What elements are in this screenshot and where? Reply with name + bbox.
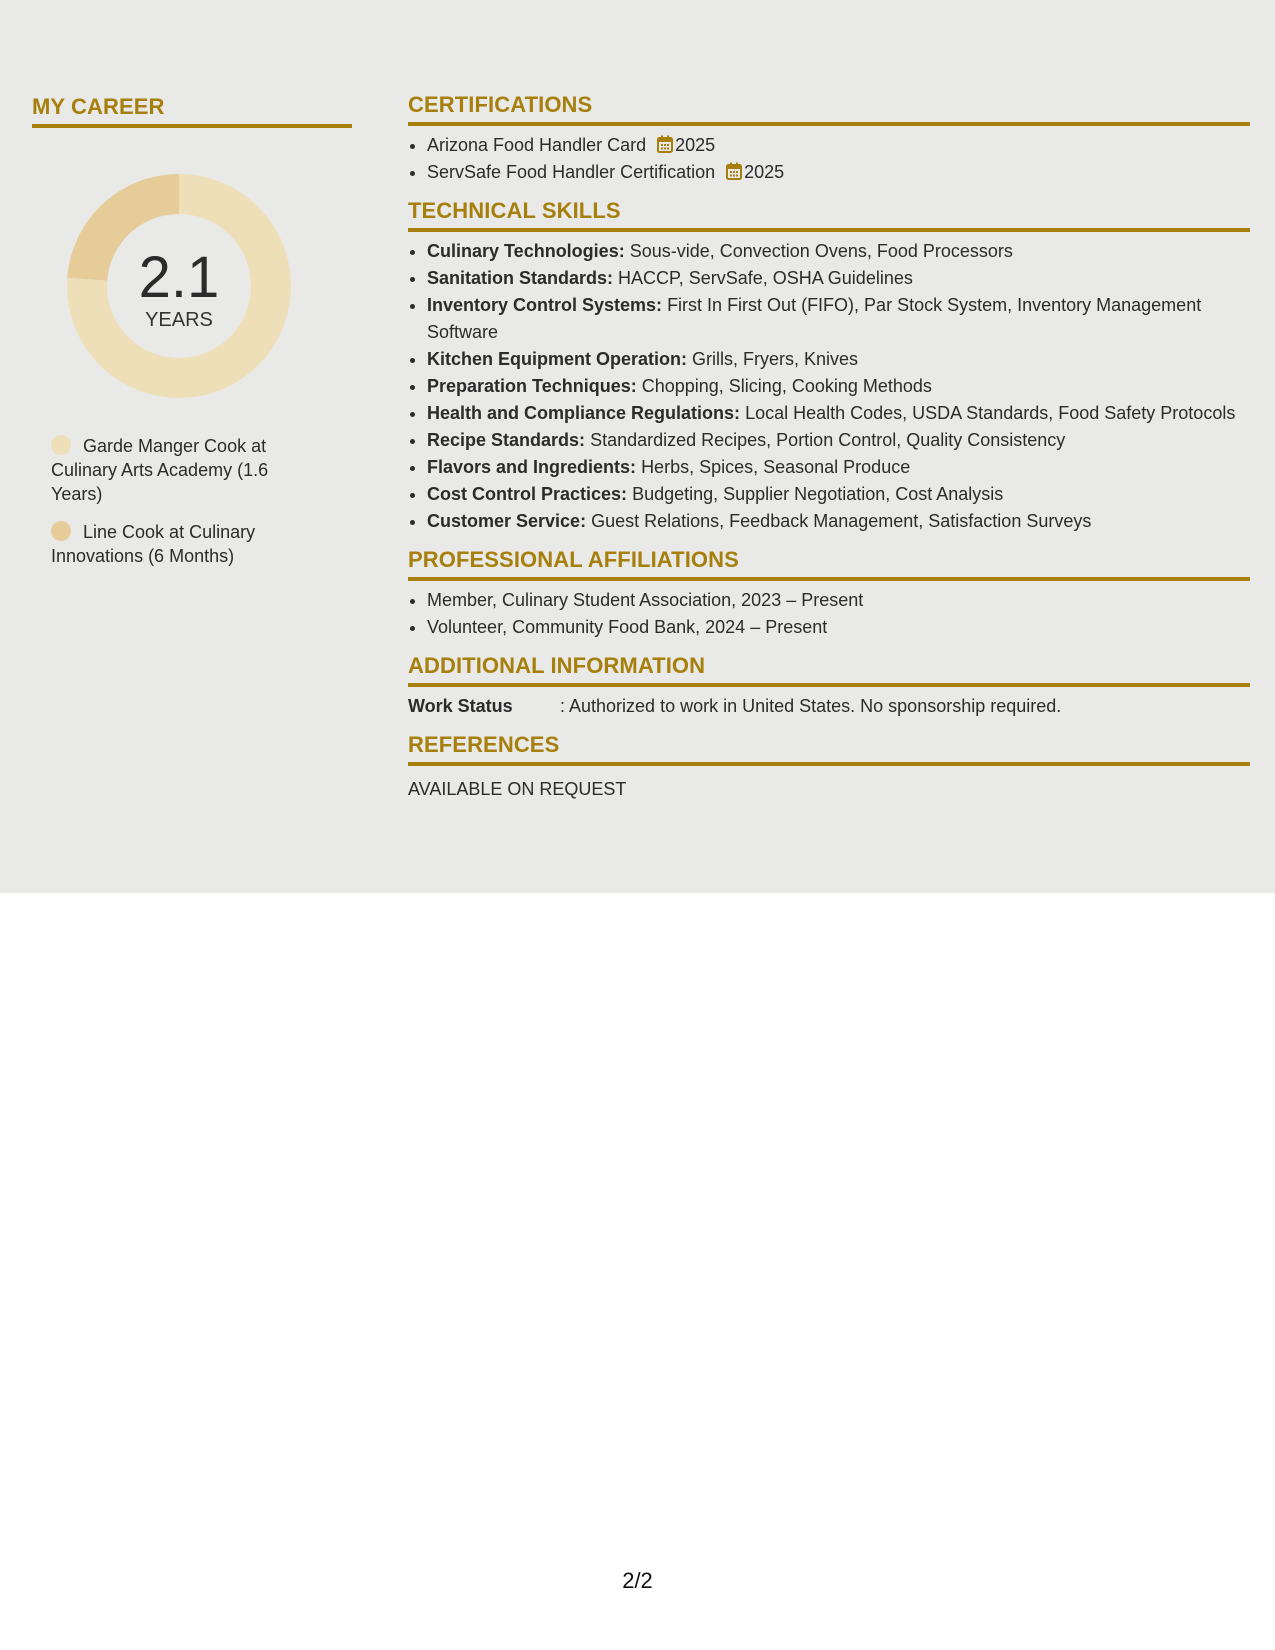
skill-category: Kitchen Equipment Operation: <box>427 349 688 369</box>
legend-item <box>51 520 296 568</box>
career-legend <box>51 434 296 568</box>
skill-values: Budgeting, Supplier Negotiation, Cost Analysis <box>632 484 1004 504</box>
skill-values: HACCP, ServSafe, OSHA Guidelines <box>618 268 913 288</box>
legend-label: Garde Manger Cook at Culinary Arts Academy (1.6 Years) <box>51 436 269 504</box>
legend-item <box>51 434 296 506</box>
list-item: • Member, Culinary Student Association, 2023 – Present <box>427 587 1250 614</box>
skill-category: Inventory Control Systems: <box>427 295 663 315</box>
list-item <box>427 454 1250 481</box>
additional-info-section <box>408 653 1250 720</box>
skill-category: Culinary Technologies: <box>427 241 625 261</box>
skill-category: Customer Service: <box>427 511 587 531</box>
certifications-section <box>408 92 1250 186</box>
legend-dot-icon <box>51 435 71 455</box>
list-item <box>427 132 1250 159</box>
work-status-value: : Authorized to work in United States. No sponsorship required. <box>560 696 1062 716</box>
list-item <box>427 238 1250 265</box>
skill-values: Chopping, Slicing, Cooking Methods <box>641 376 932 396</box>
skill-values: First In First Out (FIFO), Par Stock System, Inventory Management Software <box>427 295 1202 342</box>
work-status-label: Work Status <box>408 696 513 716</box>
list-item: • Volunteer, Community Food Bank, 2024 – Present <box>427 614 1250 641</box>
certifications-list <box>408 132 1250 186</box>
list-item <box>427 400 1250 427</box>
skill-values: Sous-vide, Convection Ovens, Food Processors <box>629 241 1013 261</box>
page-number: 2/2 <box>622 1568 653 1593</box>
main-column <box>408 92 1250 803</box>
total-years-value: 2.1 <box>138 245 220 310</box>
list-item <box>427 292 1250 346</box>
skill-values: Guest Relations, Feedback Management, Satisfaction Surveys <box>591 511 1092 531</box>
list-item <box>427 159 1250 186</box>
certification-year: 2025 <box>675 135 716 155</box>
technical-skills-list <box>408 238 1250 535</box>
list-item <box>427 481 1250 508</box>
legend-label: Line Cook at Culinary Innovations (6 Months) <box>51 522 256 566</box>
skill-category: Flavors and Ingredients: <box>427 457 637 477</box>
legend-dot-icon <box>51 521 71 541</box>
total-years-unit: YEARS <box>145 309 213 331</box>
donut-center <box>67 174 291 398</box>
certification-name: ServSafe Food Handler Certification <box>427 162 716 182</box>
references-text: AVAILABLE ON REQUEST <box>408 779 627 799</box>
skill-category: Cost Control Practices: <box>427 484 628 504</box>
skill-values: Herbs, Spices, Seasonal Produce <box>641 457 911 477</box>
skill-category: Sanitation Standards: <box>427 268 614 288</box>
skill-values: Local Health Codes, USDA Standards, Food Safety Protocols <box>745 403 1236 423</box>
list-item <box>427 265 1250 292</box>
career-title: MY CAREER <box>32 94 352 128</box>
additional-info-title: ADDITIONAL INFORMATION <box>408 653 1250 687</box>
career-donut-chart <box>67 174 291 398</box>
skill-values: Standardized Recipes, Portion Control, Quality Consistency <box>590 430 1066 450</box>
calendar-icon <box>657 135 673 153</box>
list-item <box>427 427 1250 454</box>
skill-values: Grills, Fryers, Knives <box>692 349 859 369</box>
technical-skills-title: TECHNICAL SKILLS <box>408 198 1250 232</box>
skill-category: Preparation Techniques: <box>427 376 637 396</box>
list-item <box>427 346 1250 373</box>
skill-category: Recipe Standards: <box>427 430 586 450</box>
certification-year: 2025 <box>744 162 785 182</box>
certification-name: Arizona Food Handler Card <box>427 135 647 155</box>
certifications-title: CERTIFICATIONS <box>408 92 1250 126</box>
affiliations-title: PROFESSIONAL AFFILIATIONS <box>408 547 1250 581</box>
skill-category: Health and Compliance Regulations: <box>427 403 741 423</box>
list-item <box>427 373 1250 400</box>
affiliations-list <box>408 587 1250 641</box>
technical-skills-section <box>408 198 1250 535</box>
references-title: REFERENCES <box>408 732 1250 766</box>
list-item <box>427 508 1250 535</box>
affiliations-section <box>408 547 1250 641</box>
references-section <box>408 732 1250 803</box>
career-column <box>32 94 352 582</box>
calendar-icon <box>726 162 742 180</box>
work-status-row <box>408 693 1250 720</box>
